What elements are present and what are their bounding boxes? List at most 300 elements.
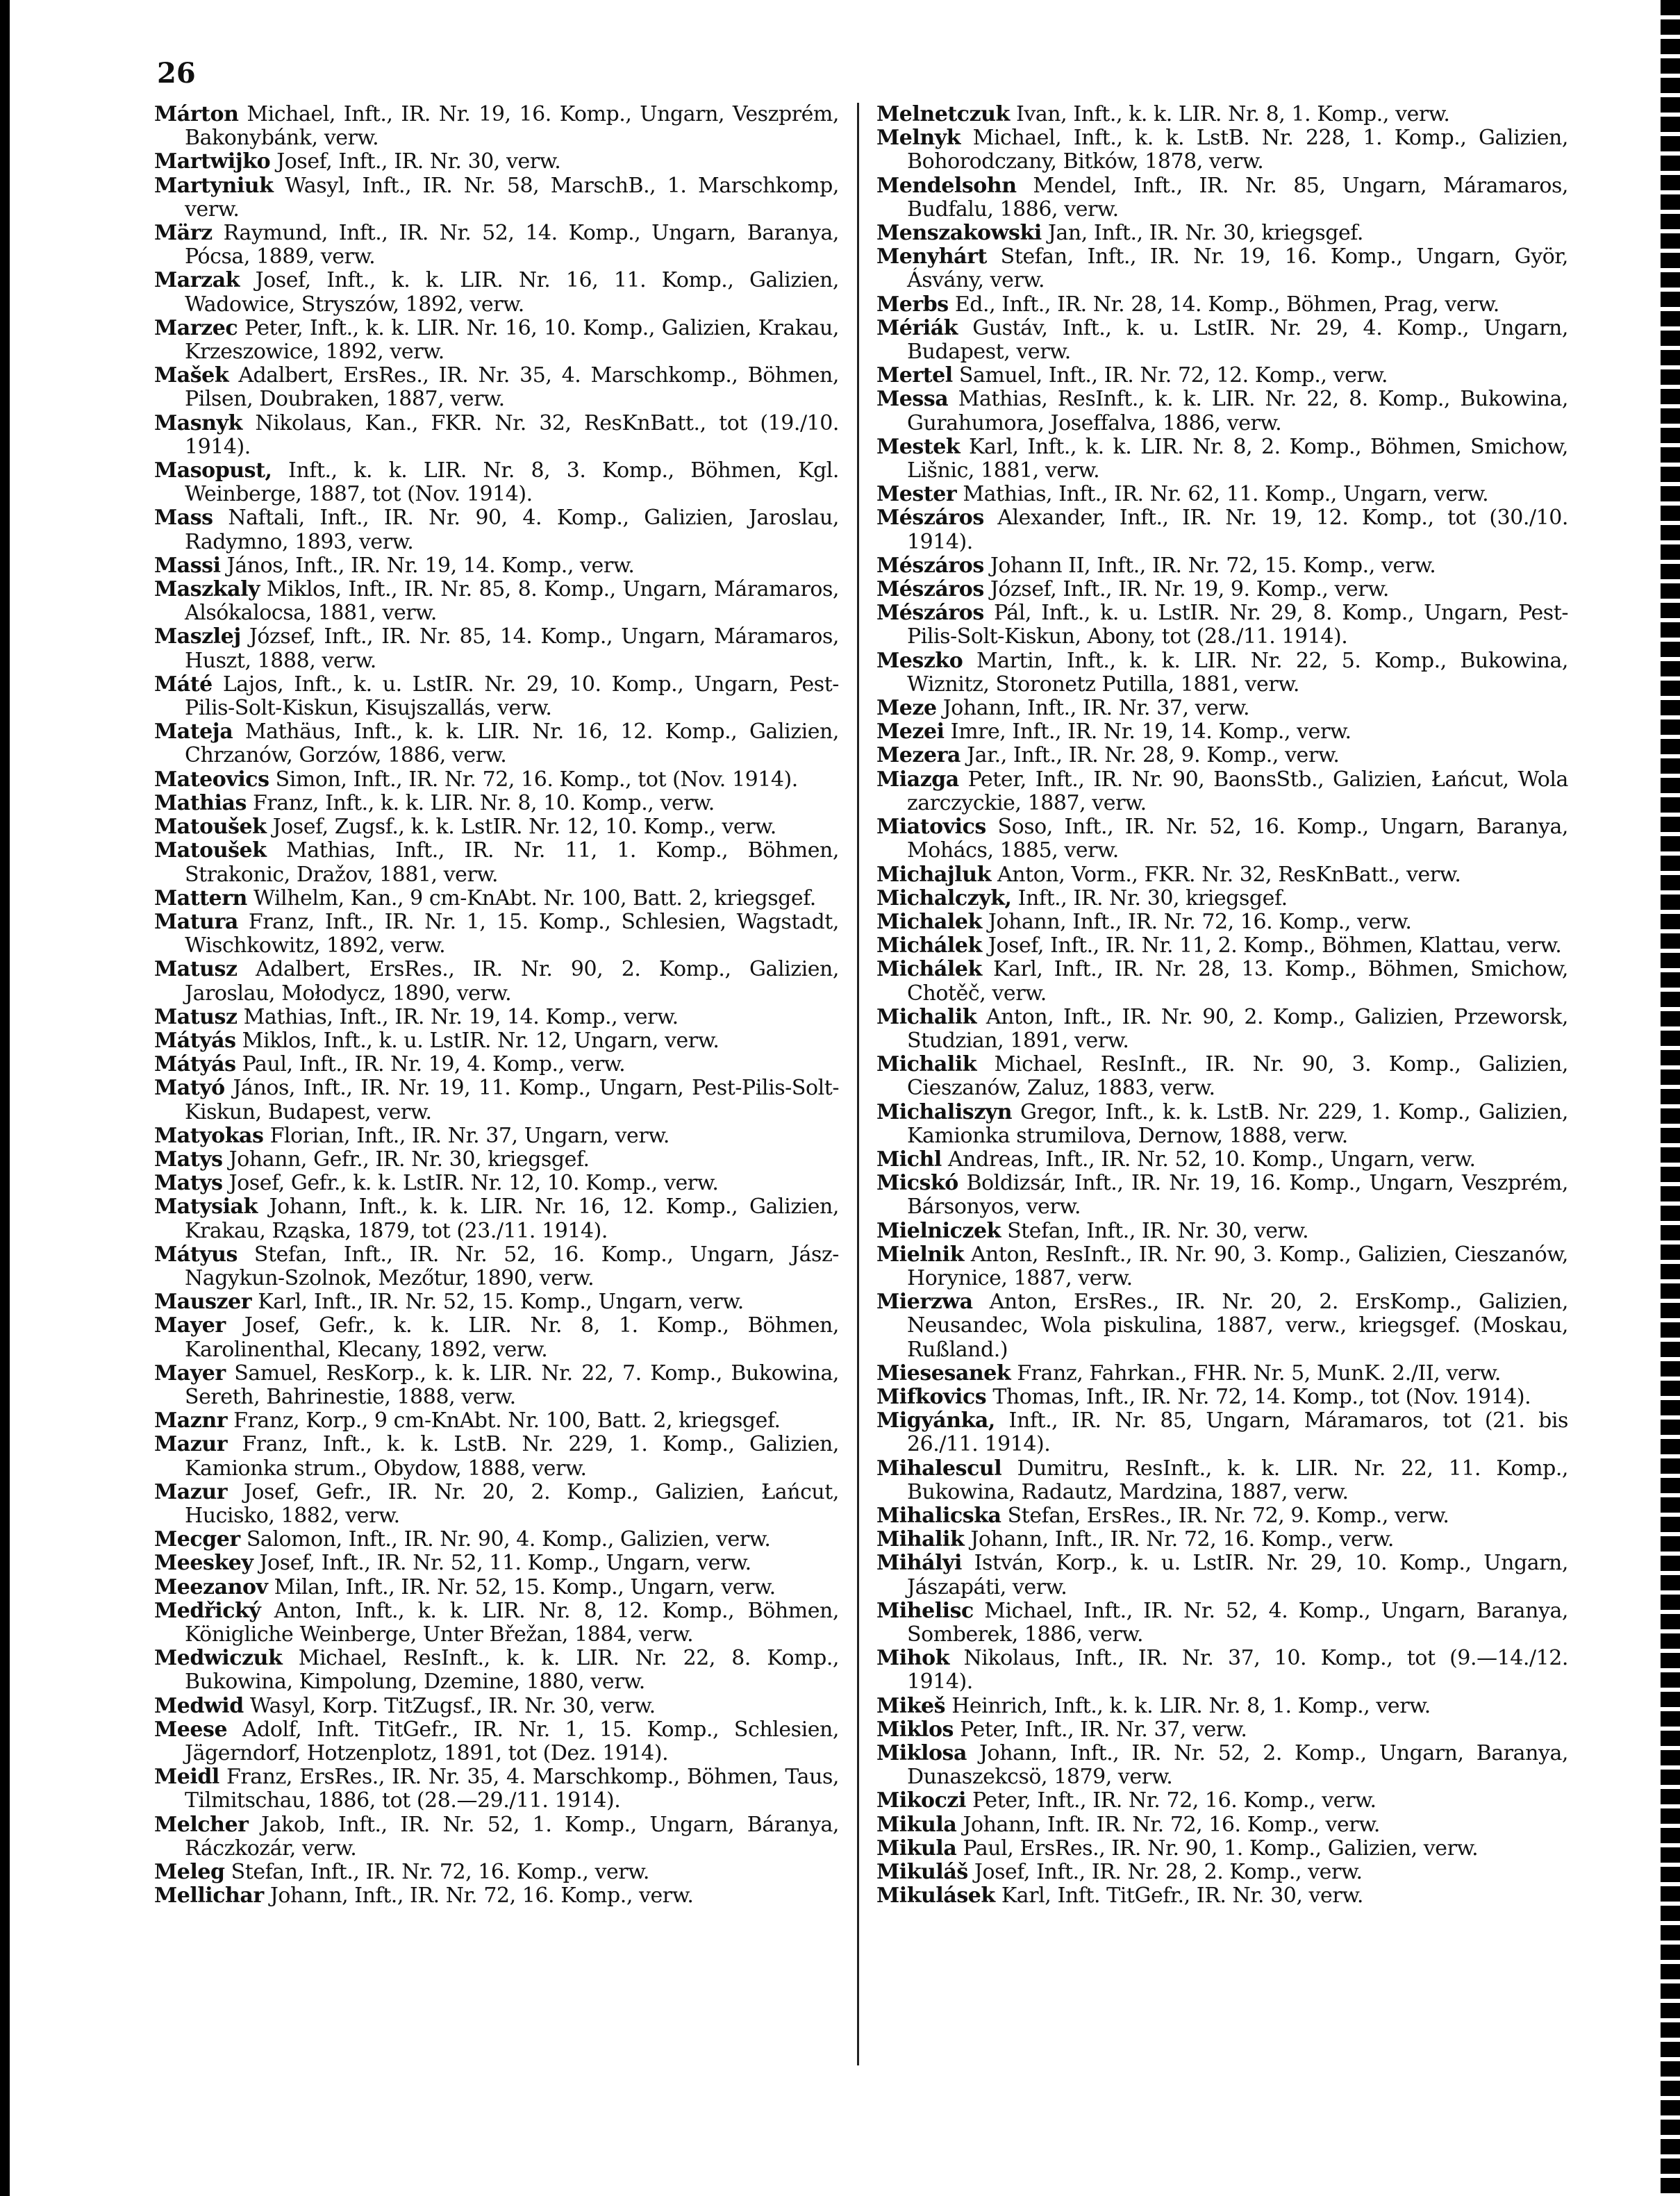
- entry-details: Franz, Korp., 9 cm-KnAbt. Nr. 100, Batt. 2, kriegsgef.: [233, 1408, 781, 1433]
- entry-details: Karl, Inft. TitGefr., IR. Nr. 30, verw.: [1001, 1883, 1363, 1908]
- entry-details: Johann, Inft., IR. Nr. 72, 16. Komp., verw.: [970, 1527, 1394, 1552]
- entry-surname: Meezanov: [154, 1574, 268, 1599]
- entry-surname: Miklosa: [876, 1741, 967, 1766]
- entry-details: Johann, Inft., IR. Nr. 72, 16. Komp., verw.: [988, 909, 1412, 934]
- list-entry: [154, 1124, 839, 1148]
- entry-details: Gregor, Inft., k. k. LstB. Nr. 229, 1. Komp., Galizien, Kamionka strumilova, Dernow, 1888, verw.: [907, 1099, 1568, 1148]
- list-entry: [154, 1053, 839, 1076]
- entry-details: Inft., IR. Nr. 30, kriegsgef.: [1017, 885, 1288, 910]
- list-entry: [876, 506, 1568, 554]
- entry-details: Franz, Inft., IR. Nr. 1, 15. Komp., Schlesien, Wagstadt, Wischkowitz, 1892, verw.: [185, 909, 839, 958]
- list-entry: [876, 364, 1568, 388]
- list-entry: [876, 1290, 1568, 1362]
- entry-surname: Mihályi: [876, 1551, 962, 1576]
- entry-surname: Mass: [154, 506, 213, 531]
- list-entry: [154, 1362, 839, 1409]
- list-entry: [154, 815, 839, 839]
- list-entry: [154, 1148, 839, 1172]
- entry-details: Peter, Inft., IR. Nr. 72, 16. Komp., verw.: [972, 1788, 1377, 1813]
- entry-details: István, Korp., k. u. LstIR. Nr. 29, 10. Komp., Ungarn, Jászapáti, verw.: [907, 1551, 1569, 1599]
- entry-details: Miklos, Inft., IR. Nr. 85, 8. Komp., Ungarn, Máramaros, Alsókalocsa, 1881, verw.: [185, 577, 839, 626]
- entry-surname: Maszkaly: [154, 577, 260, 602]
- list-entry: [154, 578, 839, 625]
- entry-details: János, Inft., IR. Nr. 19, 11. Komp., Ungarn, Pest-Pilis-Solt-Kiskun, Budapest, verw.: [185, 1076, 840, 1124]
- list-entry: [154, 1647, 839, 1694]
- entry-surname: Maznr: [154, 1408, 228, 1433]
- entry-surname: Mellichar: [154, 1883, 264, 1908]
- list-entry: [876, 1813, 1568, 1837]
- entry-details: Dumitru, ResInft., k. k. LIR. Nr. 22, 11. Komp., Bukowina, Radautz, Mardzina, 1887, verw.: [907, 1456, 1569, 1504]
- entry-details: Mathias, Inft., IR. Nr. 19, 14. Komp., verw.: [243, 1004, 679, 1029]
- entry-details: Adalbert, ErsRes., IR. Nr. 35, 4. Marschkomp., Böhmen, Pilsen, Doubraken, 1887, verw.: [185, 363, 839, 412]
- entry-details: Anton, ResInft., IR. Nr. 90, 3. Komp., Galizien, Cieszanów, Horynice, 1887, verw.: [907, 1242, 1568, 1290]
- list-entry: [154, 1290, 839, 1314]
- entry-details: Stefan, Inft., IR. Nr. 72, 16. Komp., verw.: [231, 1860, 649, 1885]
- list-entry: [154, 1029, 839, 1053]
- entry-surname: Mifkovics: [876, 1384, 987, 1409]
- entry-surname: Marzak: [154, 268, 240, 293]
- entry-surname: Mihelisc: [876, 1598, 974, 1623]
- list-entry: [876, 1695, 1568, 1718]
- entry-surname: Miazga: [876, 767, 959, 792]
- entry-details: Josef, Gefr., k. k. LIR. Nr. 8, 1. Komp., Böhmen, Karolinenthal, Klecany, 1892, verw.: [185, 1313, 839, 1362]
- entry-surname: Mecger: [154, 1527, 240, 1552]
- entry-details: Jar., Inft., IR. Nr. 28, 9. Komp., verw.: [967, 743, 1340, 768]
- list-entry: [154, 150, 839, 174]
- entry-surname: Mátyás: [154, 1052, 236, 1077]
- entry-details: Anton, Vorm., FKR. Nr. 32, ResKnBatt., verw.: [997, 862, 1461, 887]
- entry-details: Stefan, Inft., IR. Nr. 52, 16. Komp., Ungarn, Jász-Nagykun-Szolnok, Mezőtur, 1890, verw.: [185, 1242, 839, 1290]
- entry-surname: Mihok: [876, 1646, 949, 1671]
- list-entry: [876, 863, 1568, 887]
- entry-surname: Meeskey: [154, 1551, 253, 1576]
- entry-surname: Meze: [876, 696, 937, 721]
- entry-details: Martin, Inft., k. k. LIR. Nr. 22, 5. Komp., Bukowina, Wiznitz, Storonetz Putilla, 1881, verw.: [907, 648, 1569, 697]
- list-entry: [154, 459, 839, 506]
- entry-surname: Marzec: [154, 315, 238, 340]
- entry-details: Josef, Inft., IR. Nr. 52, 11. Komp., Ungarn, verw.: [259, 1551, 751, 1576]
- entry-details: Inft., k. k. LIR. Nr. 8, 3. Komp., Böhmen, Kgl. Weinberge, 1887, tot (Nov. 1914).: [185, 458, 840, 507]
- list-entry: [154, 1076, 839, 1124]
- entry-details: Ed., Inft., IR. Nr. 28, 14. Komp., Böhmen, Prag, verw.: [954, 292, 1499, 317]
- list-entry: [876, 1718, 1568, 1742]
- entry-surname: Michalczyk,: [876, 885, 1012, 910]
- right-column: [876, 103, 1568, 1908]
- entry-details: Mendel, Inft., IR. Nr. 85, Ungarn, Máramaros, Budfalu, 1886, verw.: [907, 173, 1568, 222]
- list-entry: [876, 1647, 1568, 1694]
- list-entry: [876, 1528, 1568, 1552]
- list-entry: [154, 673, 839, 720]
- entry-surname: Mihalicska: [876, 1503, 1001, 1528]
- entry-details: Wilhelm, Kan., 9 cm-KnAbt. Nr. 100, Batt. 2, kriegsgef.: [253, 885, 816, 910]
- entry-surname: Mester: [876, 482, 957, 507]
- entry-surname: Márton: [154, 102, 239, 126]
- entry-surname: Mátyás: [154, 1028, 236, 1053]
- entry-details: Ivan, Inft., k. k. LIR. Nr. 8, 1. Komp., verw.: [1015, 102, 1450, 126]
- entry-details: Nikolaus, Inft., IR. Nr. 37, 10. Komp., tot (9.—14./12. 1914).: [907, 1646, 1568, 1695]
- entry-details: Johann, Gefr., IR. Nr. 30, kriegsgef.: [228, 1147, 590, 1172]
- entry-surname: Matyó: [154, 1076, 225, 1101]
- entry-details: Johann II, Inft., IR. Nr. 72, 15. Komp., verw.: [990, 553, 1436, 578]
- entry-details: Peter, Inft., IR. Nr. 90, BaonsStb., Galizien, Łańcut, Wola zarczyckie, 1887, verw.: [907, 767, 1568, 815]
- entry-details: Karl, Inft., k. k. LIR. Nr. 8, 2. Komp., Böhmen, Smichow, Lišnic, 1881, verw.: [907, 434, 1568, 483]
- entry-details: Imre, Inft., IR. Nr. 19, 14. Komp., verw.: [950, 719, 1352, 745]
- list-entry: [876, 483, 1568, 506]
- entry-surname: Mertel: [876, 363, 953, 388]
- entry-surname: Mátyus: [154, 1242, 238, 1267]
- list-entry: [154, 1314, 839, 1361]
- entry-details: Johann, Inft., IR. Nr. 37, verw.: [942, 696, 1250, 721]
- list-entry: [876, 720, 1568, 744]
- list-entry: [876, 697, 1568, 720]
- entry-details: Josef, Gefr., k. k. LstIR. Nr. 12, 10. Komp., verw.: [228, 1171, 719, 1196]
- entry-surname: Miatovics: [876, 815, 986, 840]
- list-entry: [154, 1481, 839, 1528]
- entry-details: József, Inft., IR. Nr. 85, 14. Komp., Ungarn, Máramaros, Huszt, 1888, verw.: [185, 624, 839, 673]
- entry-surname: Mierzwa: [876, 1290, 973, 1315]
- list-entry: [876, 293, 1568, 317]
- entry-details: Simon, Inft., IR. Nr. 72, 16. Komp., tot (Nov. 1914).: [275, 767, 798, 792]
- list-entry: [876, 222, 1568, 245]
- entry-surname: Masopust,: [154, 458, 272, 483]
- entry-details: Stefan, Inft., IR. Nr. 19, 16. Komp., Ungarn, Györ, Ásvány, verw.: [907, 244, 1568, 293]
- entry-surname: Massi: [154, 553, 221, 578]
- entry-surname: Mihalik: [876, 1527, 965, 1552]
- list-entry: [876, 1457, 1568, 1504]
- entry-surname: Mayer: [154, 1313, 226, 1338]
- list-entry: [154, 412, 839, 459]
- entry-surname: Merbs: [876, 292, 949, 317]
- entry-surname: Mikeš: [876, 1693, 946, 1718]
- left-column: [154, 103, 839, 1908]
- entry-details: Josef, Inft., IR. Nr. 28, 2. Komp., verw.: [974, 1860, 1363, 1885]
- entry-details: Franz, Inft., k. k. LstB. Nr. 229, 1. Komp., Galizien, Kamionka strum., Obydow, 1888, verw.: [185, 1432, 839, 1481]
- entry-surname: Meidl: [154, 1765, 219, 1790]
- list-entry: [154, 792, 839, 815]
- entry-details: Inft., IR. Nr. 85, Ungarn, Máramaros, tot (21. bis 26./11. 1914).: [907, 1408, 1568, 1457]
- entry-surname: Mikoczi: [876, 1788, 966, 1813]
- entry-details: Naftali, Inft., IR. Nr. 90, 4. Komp., Galizien, Jaroslau, Radymno, 1893, verw.: [185, 506, 839, 554]
- list-entry: [154, 958, 839, 1005]
- list-entry: [876, 126, 1568, 174]
- entry-surname: Medwid: [154, 1693, 244, 1718]
- entry-details: Franz, Inft., k. k. LIR. Nr. 8, 10. Komp., verw.: [252, 790, 715, 815]
- list-entry: [154, 768, 839, 792]
- entry-details: Michael, Inft., IR. Nr. 52, 4. Komp., Ungarn, Baranya, Somberek, 1886, verw.: [907, 1598, 1568, 1647]
- entry-details: Lajos, Inft., k. u. LstIR. Nr. 29, 10. Komp., Ungarn, Pest-Pilis-Solt-Kiskun, Kisujszallás, verw.: [185, 672, 839, 721]
- entry-surname: Matusz: [154, 1004, 238, 1029]
- page-number: 26: [157, 57, 196, 90]
- list-entry: [876, 601, 1568, 649]
- list-entry: [876, 910, 1568, 934]
- entry-details: Paul, Inft., IR. Nr. 19, 4. Komp., verw.: [242, 1052, 626, 1077]
- entry-details: Mathäus, Inft., k. k. LIR. Nr. 16, 12. Komp., Galizien, Chrzanów, Gorzów, 1886, verw.: [185, 719, 839, 768]
- list-entry: [154, 887, 839, 910]
- entry-details: Josef, Gefr., IR. Nr. 20, 2. Komp., Galizien, Łańcut, Hucisko, 1882, verw.: [185, 1479, 839, 1528]
- entry-details: Johann, Inft. IR. Nr. 72, 16. Komp., verw.: [963, 1812, 1380, 1837]
- entry-surname: Mészáros: [876, 601, 984, 626]
- list-entry: [876, 1148, 1568, 1172]
- entry-details: Heinrich, Inft., k. k. LIR. Nr. 8, 1. Komp., verw.: [951, 1693, 1431, 1718]
- list-entry: [876, 1552, 1568, 1599]
- entry-details: Paul, ErsRes., IR. Nr. 90, 1. Komp., Galizien, verw.: [963, 1836, 1479, 1861]
- entry-details: Thomas, Inft., IR. Nr. 72, 14. Komp., tot (Nov. 1914).: [992, 1384, 1531, 1409]
- list-entry: [876, 1101, 1568, 1148]
- entry-details: Stefan, ErsRes., IR. Nr. 72, 9. Komp., verw.: [1007, 1503, 1449, 1528]
- list-entry: [154, 103, 839, 150]
- entry-details: Mathias, Inft., IR. Nr. 62, 11. Komp., Ungarn, verw.: [963, 482, 1489, 507]
- entry-details: János, Inft., IR. Nr. 19, 14. Komp., verw.: [226, 553, 635, 578]
- list-entry: [154, 1552, 839, 1575]
- entry-surname: Matyokas: [154, 1123, 264, 1148]
- entry-surname: Martyniuk: [154, 173, 274, 198]
- list-entry: [876, 245, 1568, 292]
- entry-details: Johann, Inft., k. k. LIR. Nr. 16, 12. Komp., Galizien, Krakau, Rząska, 1879, tot (23./11. 1914).: [185, 1195, 839, 1243]
- entry-surname: Melnyk: [876, 126, 961, 151]
- list-entry: [154, 554, 839, 578]
- list-entry: [154, 1576, 839, 1599]
- entry-details: Michael, Inft., k. k. LstB. Nr. 228, 1. Komp., Galizien, Bohorodczany, Bitków, 1878, verw.: [907, 126, 1568, 174]
- entry-details: Salomon, Inft., IR. Nr. 90, 4. Komp., Galizien, verw.: [246, 1527, 771, 1552]
- entry-surname: Meese: [154, 1717, 228, 1742]
- entry-surname: März: [154, 221, 213, 246]
- entry-surname: Mielnik: [876, 1242, 964, 1267]
- list-entry: [876, 1837, 1568, 1861]
- list-entry: [876, 815, 1568, 863]
- entry-surname: Melnetczuk: [876, 102, 1010, 126]
- list-entry: [876, 554, 1568, 578]
- list-entry: [154, 1765, 839, 1813]
- list-entry: [154, 1433, 839, 1480]
- list-entry: [154, 1884, 839, 1908]
- list-entry: [876, 1362, 1568, 1386]
- entry-details: Adolf, Inft. TitGefr., IR. Nr. 1, 15. Komp., Schlesien, Jägerndorf, Hotzenplotz, 1891, tot (Dez. 1914).: [185, 1717, 839, 1766]
- entry-details: Wasyl, Inft., IR. Nr. 58, MarschB., 1. Marschkomp, verw.: [185, 173, 839, 222]
- entry-details: Karl, Inft., IR. Nr. 52, 15. Komp., Ungarn, verw.: [258, 1290, 744, 1315]
- list-entry: [154, 174, 839, 222]
- entry-surname: Mezera: [876, 743, 960, 768]
- entry-surname: Medřický: [154, 1598, 261, 1623]
- column-divider: [857, 103, 859, 2065]
- entry-surname: Mazur: [154, 1479, 228, 1504]
- list-entry: [876, 649, 1568, 697]
- entry-surname: Mathias: [154, 790, 247, 815]
- entry-details: Jakob, Inft., IR. Nr. 52, 1. Komp., Ungarn, Báranya, Ráczkozár, verw.: [185, 1812, 839, 1861]
- entry-surname: Mateovics: [154, 767, 269, 792]
- list-entry: [154, 506, 839, 554]
- list-entry: [154, 625, 839, 672]
- list-entry: [876, 1243, 1568, 1290]
- entry-surname: Michalik: [876, 1004, 977, 1029]
- entry-surname: Michalik: [876, 1052, 977, 1077]
- scan-edge-right: [1661, 0, 1680, 2196]
- entry-surname: Michalek: [876, 909, 982, 934]
- entry-details: Josef, Inft., IR. Nr. 30, verw.: [276, 149, 561, 174]
- entry-details: Samuel, ResKorp., k. k. LIR. Nr. 22, 7. Komp., Bukowina, Sereth, Bahrinestie, 1888, verw.: [185, 1361, 839, 1409]
- list-entry: [876, 1220, 1568, 1243]
- list-entry: [876, 317, 1568, 364]
- entry-surname: Michajluk: [876, 862, 991, 887]
- entry-surname: Menszakowski: [876, 221, 1042, 246]
- entry-details: Wasyl, Korp. TitZugsf., IR. Nr. 30, verw.: [249, 1693, 656, 1718]
- list-entry: [154, 222, 839, 269]
- entry-details: Michael, ResInft., IR. Nr. 90, 3. Komp., Galizien, Cieszanów, Zaluz, 1883, verw.: [907, 1052, 1568, 1101]
- entry-surname: Martwijko: [154, 149, 271, 174]
- entry-details: Mathias, Inft., IR. Nr. 11, 1. Komp., Böhmen, Strakonic, Dražov, 1881, verw.: [185, 838, 839, 887]
- list-entry: [876, 1172, 1568, 1219]
- entry-details: Michael, Inft., IR. Nr. 19, 16. Komp., Ungarn, Veszprém, Bakonybánk, verw.: [185, 102, 840, 151]
- entry-surname: Mendelsohn: [876, 173, 1017, 198]
- list-entry: [876, 435, 1568, 483]
- entry-surname: Matoušek: [154, 815, 267, 840]
- entry-surname: Micskó: [876, 1171, 958, 1196]
- entry-surname: Mikula: [876, 1812, 957, 1837]
- entry-surname: Michl: [876, 1147, 942, 1172]
- entry-details: Peter, Inft., IR. Nr. 37, verw.: [960, 1717, 1247, 1742]
- entry-surname: Menyhárt: [876, 244, 987, 269]
- entry-details: Johann, Inft., IR. Nr. 52, 2. Komp., Ungarn, Baranya, Dunaszekcsö, 1879, verw.: [907, 1741, 1568, 1790]
- entry-details: Josef, Zugsf., k. k. LstIR. Nr. 12, 10. Komp., verw.: [272, 815, 776, 840]
- list-entry: [876, 1599, 1568, 1647]
- entry-details: Anton, Inft., IR. Nr. 90, 2. Komp., Galizien, Przeworsk, Studzian, 1891, verw.: [907, 1004, 1568, 1053]
- entry-details: Johann, Inft., IR. Nr. 72, 16. Komp., verw.: [269, 1883, 694, 1908]
- list-entry: [876, 1409, 1568, 1456]
- entry-surname: Mikula: [876, 1836, 957, 1861]
- list-entry: [154, 1695, 839, 1718]
- list-entry: [876, 934, 1568, 958]
- list-entry: [876, 1504, 1568, 1528]
- entry-surname: Mateja: [154, 719, 233, 745]
- list-entry: [876, 744, 1568, 767]
- list-entry: [154, 1718, 839, 1765]
- list-entry: [154, 1409, 839, 1433]
- list-entry: [876, 1006, 1568, 1053]
- entry-details: Josef, Inft., IR. Nr. 11, 2. Komp., Böhmen, Klattau, verw.: [988, 933, 1562, 958]
- entry-surname: Mériák: [876, 315, 958, 340]
- entry-surname: Melcher: [154, 1812, 249, 1837]
- entry-surname: Meleg: [154, 1860, 225, 1885]
- entry-surname: Mazur: [154, 1432, 228, 1457]
- entry-surname: Matys: [154, 1147, 223, 1172]
- entry-surname: Matys: [154, 1171, 223, 1196]
- entry-surname: Matura: [154, 909, 238, 934]
- entry-details: Josef, Inft., k. k. LIR. Nr. 16, 11. Komp., Galizien, Wadowice, Stryszów, 1892, verw.: [185, 268, 839, 317]
- list-entry: [876, 768, 1568, 815]
- entry-surname: Mayer: [154, 1361, 226, 1386]
- list-entry: [154, 1243, 839, 1290]
- list-entry: [876, 887, 1568, 910]
- entry-surname: Mikulásek: [876, 1883, 995, 1908]
- list-entry: [154, 720, 839, 767]
- list-entry: [154, 910, 839, 958]
- list-entry: [876, 174, 1568, 222]
- list-entry: [154, 839, 839, 886]
- entry-details: Stefan, Inft., IR. Nr. 30, verw.: [1007, 1218, 1309, 1243]
- list-entry: [154, 317, 839, 364]
- entry-details: Mathias, ResInft., k. k. LIR. Nr. 22, 8. Komp., Bukowina, Gurahumora, Joseffalva, 1886, verw.: [907, 387, 1568, 435]
- entry-surname: Mihalescul: [876, 1456, 1002, 1481]
- entry-details: Jan, Inft., IR. Nr. 30, kriegsgef.: [1047, 221, 1363, 246]
- entry-details: Boldizsár, Inft., IR. Nr. 19, 16. Komp., Ungarn, Veszprém, Bársonyos, verw.: [907, 1171, 1568, 1220]
- entry-details: Milan, Inft., IR. Nr. 52, 15. Komp., Ungarn, verw.: [274, 1574, 776, 1599]
- entry-surname: Mielniczek: [876, 1218, 1001, 1243]
- list-entry: [154, 1599, 839, 1647]
- entry-details: Adalbert, ErsRes., IR. Nr. 90, 2. Komp., Galizien, Jaroslau, Mołodycz, 1890, verw.: [185, 957, 839, 1006]
- entry-details: Franz, ErsRes., IR. Nr. 35, 4. Marschkomp., Böhmen, Taus, Tilmitschau, 1886, tot (28.—29./11. 1914).: [185, 1765, 839, 1813]
- entry-details: József, Inft., IR. Nr. 19, 9. Komp., verw.: [990, 577, 1389, 602]
- entry-surname: Mauszer: [154, 1290, 252, 1315]
- entry-details: Soso, Inft., IR. Nr. 52, 16. Komp., Ungarn, Baranya, Mohács, 1885, verw.: [907, 815, 1568, 863]
- list-entry: [154, 364, 839, 411]
- entry-surname: Migyánka,: [876, 1408, 995, 1433]
- entry-details: Franz, Fahrkan., FHR. Nr. 5, MunK. 2./II, verw.: [1017, 1361, 1501, 1386]
- entry-details: Gustáv, Inft., k. u. LstIR. Nr. 29, 4. Komp., Ungarn, Budapest, verw.: [907, 315, 1569, 365]
- list-entry: [876, 1861, 1568, 1884]
- entry-surname: Messa: [876, 387, 949, 412]
- entry-surname: Mašek: [154, 363, 229, 388]
- list-entry: [876, 388, 1568, 435]
- list-entry: [876, 1386, 1568, 1409]
- list-entry: [154, 1861, 839, 1884]
- entry-surname: Meszko: [876, 648, 963, 673]
- list-entry: [876, 578, 1568, 601]
- list-entry: [154, 1813, 839, 1861]
- entry-surname: Matoušek: [154, 838, 267, 863]
- list-entry: [154, 1172, 839, 1195]
- entry-surname: Masnyk: [154, 410, 242, 435]
- entry-details: Alexander, Inft., IR. Nr. 19, 12. Komp., tot (30./10. 1914).: [907, 506, 1569, 554]
- entry-details: Raymund, Inft., IR. Nr. 52, 14. Komp., Ungarn, Baranya, Pócsa, 1889, verw.: [185, 221, 839, 269]
- entry-surname: Matysiak: [154, 1195, 258, 1220]
- entry-details: Pál, Inft., k. u. LstIR. Nr. 29, 8. Komp., Ungarn, Pest-Pilis-Solt-Kiskun, Abony, tot (28./11. 1914).: [907, 601, 1569, 649]
- list-entry: [876, 1053, 1568, 1100]
- entry-details: Samuel, Inft., IR. Nr. 72, 12. Komp., verw.: [958, 363, 1388, 388]
- list-entry: [876, 1789, 1568, 1813]
- entry-surname: Maszlej: [154, 624, 241, 649]
- list-entry: [154, 1528, 839, 1552]
- list-entry: [876, 103, 1568, 126]
- list-entry: [876, 1742, 1568, 1789]
- entry-surname: Michálek: [876, 933, 982, 958]
- entry-details: Andreas, Inft., IR. Nr. 52, 10. Komp., Ungarn, verw.: [947, 1147, 1476, 1172]
- entry-details: Miklos, Inft., k. u. LstIR. Nr. 12, Ungarn, verw.: [242, 1028, 720, 1053]
- list-entry: [154, 1006, 839, 1029]
- entry-surname: Miklos: [876, 1717, 954, 1742]
- list-entry: [876, 958, 1568, 1005]
- entry-surname: Matusz: [154, 957, 238, 982]
- list-entry: [154, 1195, 839, 1242]
- entry-details: Peter, Inft., k. k. LIR. Nr. 16, 10. Komp., Galizien, Krakau, Krzeszowice, 1892, verw.: [185, 315, 839, 365]
- entry-details: Anton, Inft., k. k. LIR. Nr. 8, 12. Komp., Böhmen, Königliche Weinberge, Unter Břežan, 1884, verw.: [185, 1598, 839, 1647]
- scan-edge-left: [0, 0, 10, 2196]
- entry-surname: Mikuláš: [876, 1860, 968, 1885]
- entry-details: Michael, ResInft., k. k. LIR. Nr. 22, 8. Komp., Bukowina, Kimpolung, Dzemine, 1880, verw.: [185, 1646, 839, 1695]
- entry-details: Anton, ErsRes., IR. Nr. 20, 2. ErsKomp., Galizien, Neusandec, Wola piskulina, 1887, verw., kriegsgef. (Moskau, Rußland.): [907, 1290, 1568, 1362]
- entry-surname: Miesesanek: [876, 1361, 1011, 1386]
- entry-surname: Medwiczuk: [154, 1646, 283, 1671]
- entry-surname: Mészáros: [876, 506, 984, 531]
- entry-details: Florian, Inft., IR. Nr. 37, Ungarn, verw.: [269, 1123, 669, 1148]
- entry-details: Nikolaus, Kan., FKR. Nr. 32, ResKnBatt., tot (19./10. 1914).: [185, 410, 840, 459]
- entry-surname: Michálek: [876, 957, 982, 982]
- entry-surname: Mészáros: [876, 553, 984, 578]
- entry-surname: Mestek: [876, 434, 960, 459]
- list-entry: [876, 1884, 1568, 1908]
- entry-surname: Mészáros: [876, 577, 984, 602]
- entry-surname: Mattern: [154, 885, 247, 910]
- list-entry: [154, 269, 839, 316]
- entry-surname: Máté: [154, 672, 213, 697]
